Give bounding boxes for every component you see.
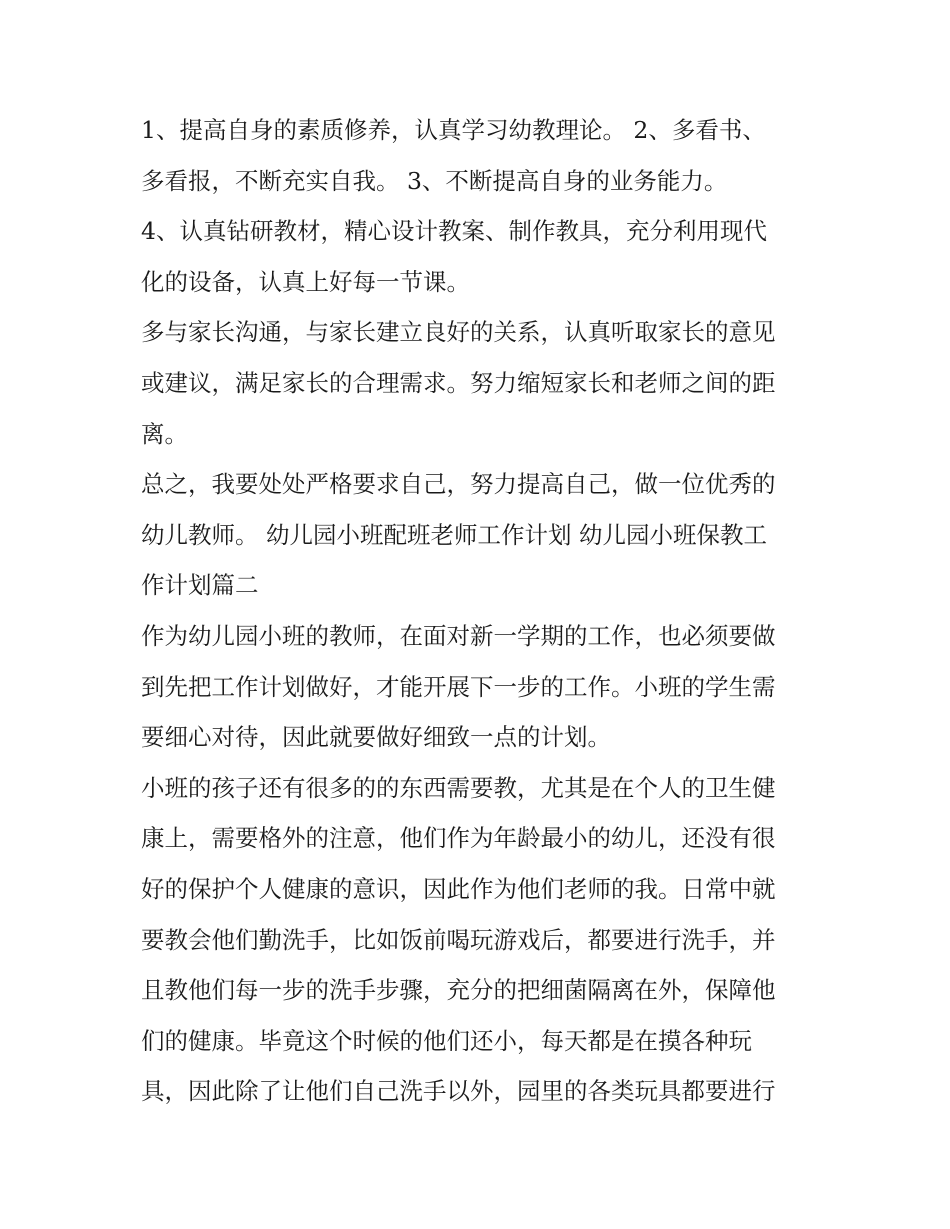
text-line: 到先把工作计划做好，才能开展下一步的工作。小班的学生需 bbox=[141, 672, 776, 701]
text-line: 且教他们每一步的洗手步骤，充分的把细菌隔离在外，保障他 bbox=[141, 976, 776, 1005]
text-line: 离。 bbox=[141, 419, 188, 448]
text-line: 或建议，满足家长的合理需求。努力缩短家长和老师之间的距 bbox=[141, 368, 776, 397]
text-line: 总之，我要处处严格要求自己，努力提高自己，做一位优秀的 bbox=[141, 470, 776, 499]
text-line: 好的保护个人健康的意识，因此作为他们老师的我。日常中就 bbox=[141, 874, 776, 903]
text-line: 幼儿教师。 幼儿园小班配班老师工作计划 幼儿园小班保教工 bbox=[141, 520, 767, 549]
text-line: 要细心对待，因此就要做好细致一点的计划。 bbox=[141, 723, 611, 752]
text-line: 4、认真钻研教材，精心设计教案、制作教具，充分利用现代 bbox=[141, 217, 767, 246]
text-line: 化的设备，认真上好每一节课。 bbox=[141, 267, 470, 296]
document-body bbox=[141, 105, 813, 1117]
text-line: 要教会他们勤洗手，比如饭前喝玩游戏后，都要进行洗手，并 bbox=[141, 925, 776, 954]
text-line: 具，因此除了让他们自己洗手以外，园里的各类玩具都要进行 bbox=[141, 1077, 776, 1106]
text-line: 作计划篇二 bbox=[141, 571, 259, 600]
text-line: 小班的孩子还有很多的的东西需要教，尤其是在个人的卫生健 bbox=[141, 773, 776, 802]
text-line: 1、提高自身的素质修养，认真学习幼教理论。 2、多看书、 bbox=[141, 116, 766, 144]
text-line: 康上，需要格外的注意，他们作为年龄最小的幼儿，还没有很 bbox=[141, 824, 776, 853]
text-line: 多与家长沟通，与家长建立良好的关系，认真听取家长的意见 bbox=[141, 318, 776, 347]
text-line: 们的健康。毕竟这个时候的他们还小，每天都是在摸各种玩 bbox=[141, 1026, 752, 1055]
text-line: 作为幼儿园小班的教师，在面对新一学期的工作，也必须要做 bbox=[141, 621, 776, 650]
text-line: 多看报，不断充实自我。 3、不断提高自身的业务能力。 bbox=[141, 166, 728, 195]
